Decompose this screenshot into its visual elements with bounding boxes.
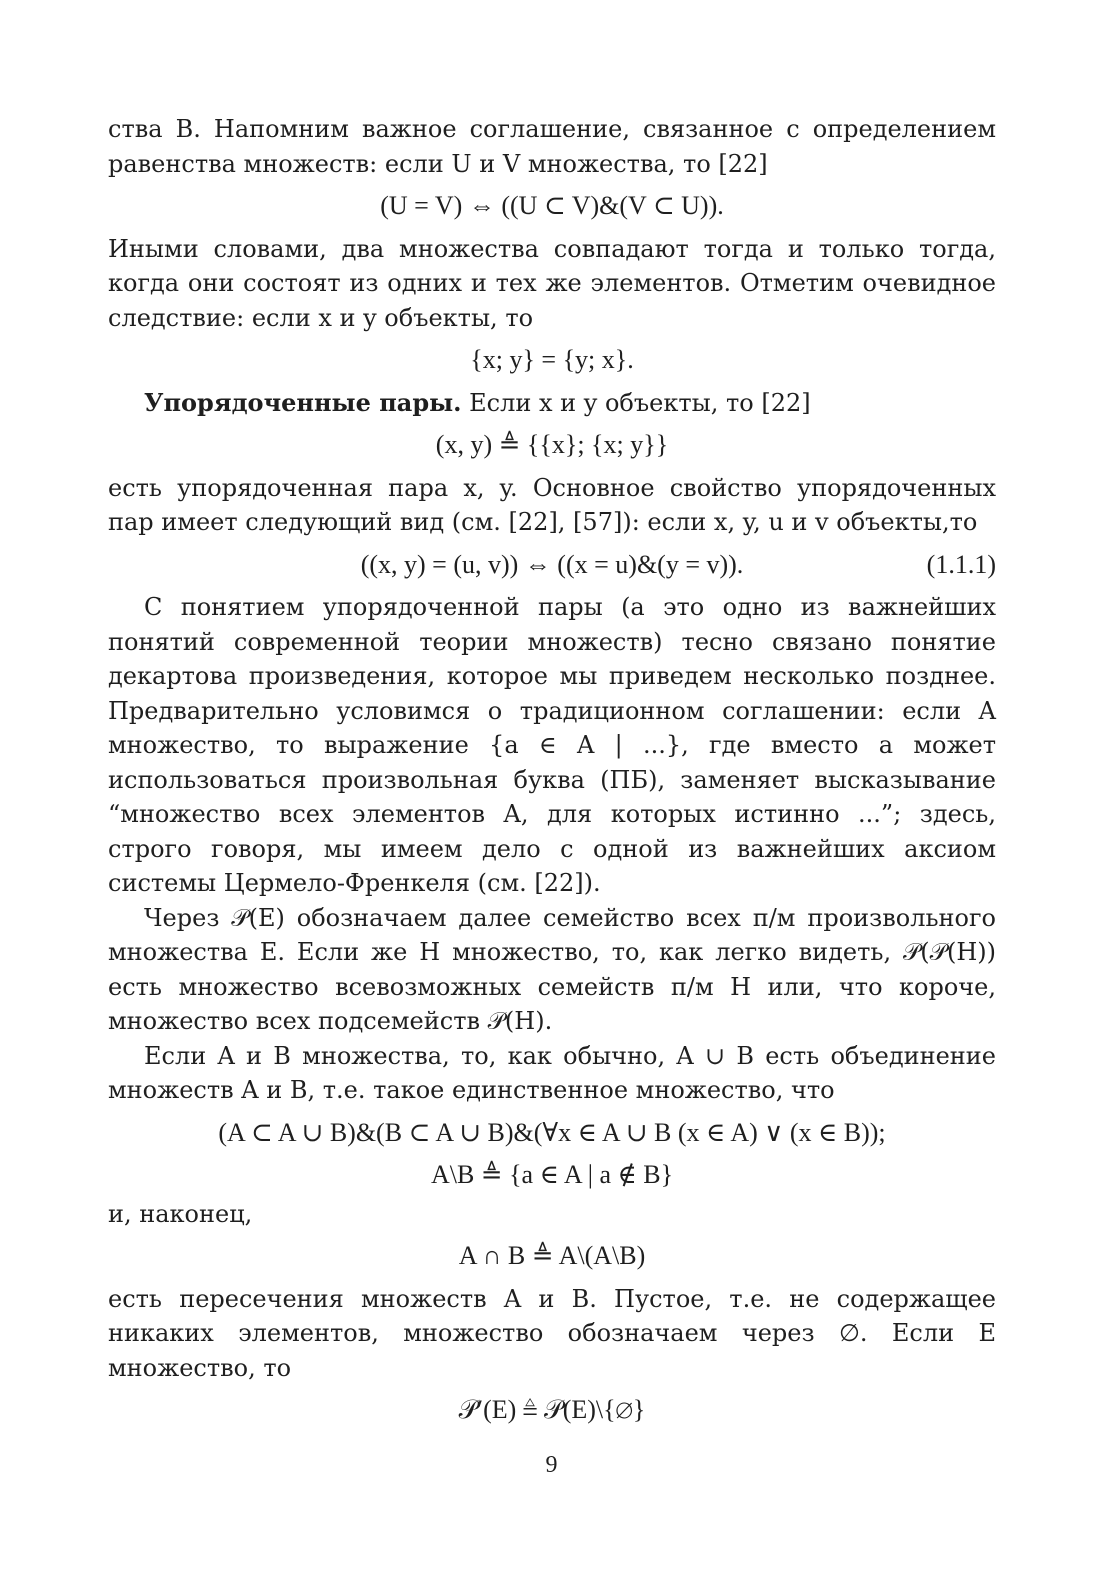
display-formula bbox=[108, 1158, 996, 1193]
formula-text: (A ⊂ A ∪ B)&(B ⊂ A ∪ B)&(∀x ∈ A ∪ B (x ∈ A) ∨ (x ∈ B)); bbox=[218, 1117, 886, 1147]
page-body bbox=[108, 112, 996, 1436]
paragraph-text: и, наконец, bbox=[108, 1199, 253, 1228]
paragraph-text: есть пересечения множеств A и B. Пустое, т.е. не содержащее никаких элементов, множество обозначаем через ∅. Если E множество, то bbox=[108, 1284, 996, 1382]
paragraph bbox=[108, 471, 996, 540]
display-formula bbox=[108, 1393, 996, 1428]
display-formula bbox=[108, 1239, 996, 1274]
paragraph-text: есть упорядоченная пара x, y. Основное свойство упорядоченных пар имеет следующий вид (см. [22], [57]): если x, y, u и v объекты,то bbox=[108, 473, 996, 536]
page-number: 9 bbox=[545, 1452, 558, 1478]
paragraph-text: Через 𝒫(E) обозначаем далее семейство всех п/м произвольного множества E. Если же H множество, то, как легко видеть, 𝒫(𝒫(H)) есть множество всевозможных семейств п/м H или, что короче, множество всех подсемейств 𝒫(H). bbox=[108, 903, 996, 1035]
formula-text: {x; y} = {y; x}. bbox=[470, 345, 634, 374]
formula-text: ((x, y) = (u, v)) ⇔ ((x = u)&(y = v)). bbox=[360, 549, 744, 579]
paragraph-text: Если A и B множества, то, как обычно, A ∪ B есть объединение множеств A и B, т.е. такое единственное множество, что bbox=[108, 1041, 996, 1104]
display-formula bbox=[108, 428, 996, 463]
paragraph bbox=[108, 1197, 996, 1232]
paragraph bbox=[108, 1039, 996, 1108]
paragraph-text: Иными словами, два множества совпадают тогда и только тогда, когда они состоят из одних и тех же элементов. Отметим очевидное следствие: если x и y объекты, то bbox=[108, 234, 996, 332]
formula-text: (U = V) ⇔ ((U ⊂ V)&(V ⊂ U)). bbox=[380, 191, 724, 220]
formula-text: (x, y) ≜ {{x}; {x; y}} bbox=[435, 430, 669, 459]
paragraph-text: С понятием упорядоченной пары (а это одно из важнейших понятий современной теории множеств) тесно связано понятие декартова произведения, которое мы приведем несколько позднее. Предварительно условимся о традиционном соглашении: если A множество, то выражение {a ∈ A | ...}, где вместо a может использоваться произвольная буква (ПБ), заменяет высказывание “множество всех элементов A, для которых истинно ...”; здесь, строго говоря, мы имеем дело с одной из важнейших аксиом системы Цермело-Френкеля (см. [22]). bbox=[108, 593, 996, 897]
paragraph bbox=[108, 386, 996, 421]
display-formula bbox=[108, 189, 996, 224]
paragraph-heading: Упорядоченные пары. bbox=[144, 387, 462, 417]
display-formula bbox=[108, 548, 996, 583]
paragraph bbox=[108, 112, 996, 181]
equation-number: (1.1.1) bbox=[926, 549, 996, 579]
paragraph-text: ства B. Напомним важное соглашение, связанное с определением равенства множеств: если U и V множества, то [22] bbox=[108, 115, 996, 178]
formula-text: 𝒫′(E) ≜ 𝒫(E)\{∅} bbox=[458, 1395, 646, 1424]
paragraph bbox=[108, 590, 996, 901]
display-formula bbox=[108, 343, 996, 378]
paragraph bbox=[108, 232, 996, 336]
display-formula bbox=[108, 1116, 996, 1151]
paragraph bbox=[108, 1282, 996, 1386]
formula-text: A\B ≜ {a ∈ A | a ∉ B} bbox=[430, 1160, 674, 1189]
paragraph-text: Если x и y объекты, то [22] bbox=[461, 388, 811, 417]
paragraph bbox=[108, 901, 996, 1039]
formula-text: A ∩ B ≜ A\(A\B) bbox=[458, 1241, 646, 1270]
